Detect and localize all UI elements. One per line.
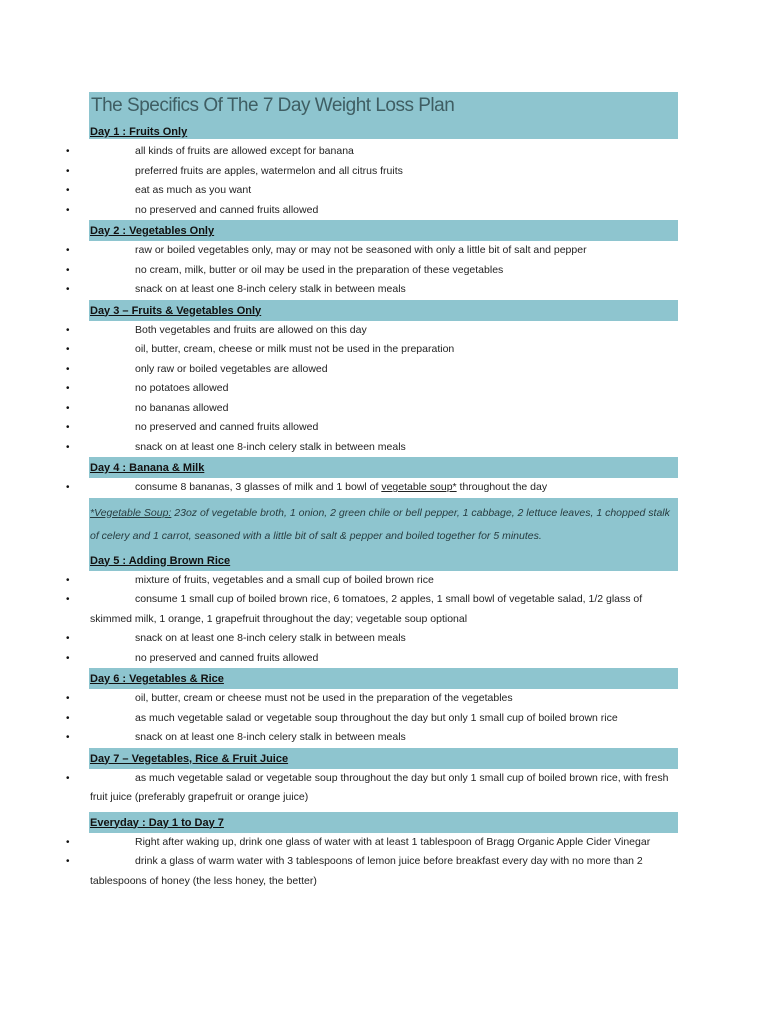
list-item: • no preserved and canned fruits allowed [0,649,768,669]
bullet-icon: • [66,422,70,433]
bullet-icon: • [66,594,70,605]
day-heading-5: Day 5 : Adding Brown Rice [89,550,678,571]
list-item: • no bananas allowed [0,399,768,419]
list-item: • as much vegetable salad or vegetable soup throughout the day but only 1 small cup of boiled brown rice, with fresh fruit juice (preferably grapefruit or orange juice) [0,769,768,808]
bullet-icon: • [66,693,70,704]
bullet-icon: • [66,146,70,157]
bullet-icon: • [66,772,70,784]
vegetable-soup-link[interactable]: vegetable soup* [381,481,457,493]
day-heading-7: Day 7 – Vegetables, Rice & Fruit Juice [89,748,678,769]
page-title: The Specifics Of The 7 Day Weight Loss Plan [91,95,455,116]
note-text: 23oz of vegetable broth, 1 onion, 2 green chile or bell pepper, 1 cabbage, 2 lettuce leaves, 1 chopped stalk of celery and 1 carrot, seasoned with a little bit of salt & pepper and boiled together for 5 minutes. [90,506,670,542]
bullet-icon: • [66,856,70,867]
bullet-icon: • [66,363,70,375]
bullet-icon: • [66,633,70,644]
list-item: • no preserved and canned fruits allowed [0,201,768,221]
list-item: • Both vegetables and fruits are allowed on this day [0,321,768,341]
day-4-list [0,478,768,498]
list-item: • consume 8 bananas, 3 glasses of milk and 1 bowl of vegetable soup* throughout the day [0,478,768,498]
bullet-icon: • [66,204,70,216]
bullet-icon: • [66,324,70,336]
day-heading-everyday: Everyday : Day 1 to Day 7 [89,812,678,833]
day-5-list [0,571,768,669]
list-item: • snack on at least one 8-inch celery stalk in between meals [0,438,768,458]
day-1-list [0,142,768,220]
list-item: • no preserved and canned fruits allowed [0,418,768,438]
bullet-icon: • [66,441,70,453]
list-item: • Right after waking up, drink one glass of water with at least 1 tablespoon of Bragg Organic Apple Cider Vinegar [0,833,768,853]
list-item: • preferred fruits are apples, watermelon and all citrus fruits [0,162,768,182]
day-3-list [0,321,768,458]
list-item: • all kinds of fruits are allowed except for banana [0,142,768,162]
list-item: • consume 1 small cup of boiled brown rice, 6 tomatoes, 2 apples, 1 small bowl of vegetable salad, 1/2 glass of skimmed milk, 1 orange, 1 grapefruit throughout the day; vegetable soup optional [0,590,768,629]
list-item: • drink a glass of warm water with 3 tablespoons of lemon juice before breakfast every day with no more than 2 tablespoons of honey (the less honey, the better) [0,852,768,891]
bullet-icon: • [66,264,70,276]
bullet-icon: • [66,836,70,848]
list-item: • raw or boiled vegetables only, may or may not be seasoned with only a little bit of salt and pepper [0,241,768,261]
list-item: • snack on at least one 8-inch celery stalk in between meals [0,629,768,649]
bullet-icon: • [66,165,70,177]
bullet-icon: • [66,652,70,664]
list-item: • snack on at least one 8-inch celery stalk in between meals [0,728,768,748]
bullet-icon: • [66,402,70,414]
list-item: • oil, butter, cream, cheese or milk must not be used in the preparation [0,340,768,360]
day-heading-6: Day 6 : Vegetables & Rice [89,668,678,689]
list-item: • eat as much as you want [0,181,768,201]
list-item: • mixture of fruits, vegetables and a small cup of boiled brown rice [0,571,768,591]
list-item: • oil, butter, cream or cheese must not be used in the preparation of the vegetables [0,689,768,709]
day-heading-3: Day 3 – Fruits & Vegetables Only [89,300,678,321]
list-item: • no potatoes allowed [0,379,768,399]
day-heading-1: Day 1 : Fruits Only [90,126,188,138]
bullet-icon: • [66,574,70,586]
everyday-list [0,833,768,892]
vegetable-soup-note [89,498,678,550]
bullet-icon: • [66,712,70,724]
bullet-icon: • [66,284,70,295]
list-item: • snack on at least one 8-inch celery stalk in between meals [0,280,768,300]
list-item: • no cream, milk, butter or oil may be used in the preparation of these vegetables [0,261,768,281]
bullet-icon: • [66,732,70,743]
day-heading-4: Day 4 : Banana & Milk [89,457,678,478]
document-body [0,92,768,891]
title-bar [89,92,678,139]
day-heading-2: Day 2 : Vegetables Only [89,220,678,241]
bullet-icon: • [66,383,70,394]
list-item: • only raw or boiled vegetables are allowed [0,360,768,380]
day-2-list [0,241,768,300]
note-key: *Vegetable Soup: [90,506,172,519]
bullet-icon: • [66,344,70,355]
day-7-list [0,769,768,808]
bullet-icon: • [66,245,70,256]
list-item: • as much vegetable salad or vegetable soup throughout the day but only 1 small cup of boiled brown rice [0,709,768,729]
bullet-icon: • [66,482,70,493]
bullet-icon: • [66,185,70,196]
day-6-list [0,689,768,748]
